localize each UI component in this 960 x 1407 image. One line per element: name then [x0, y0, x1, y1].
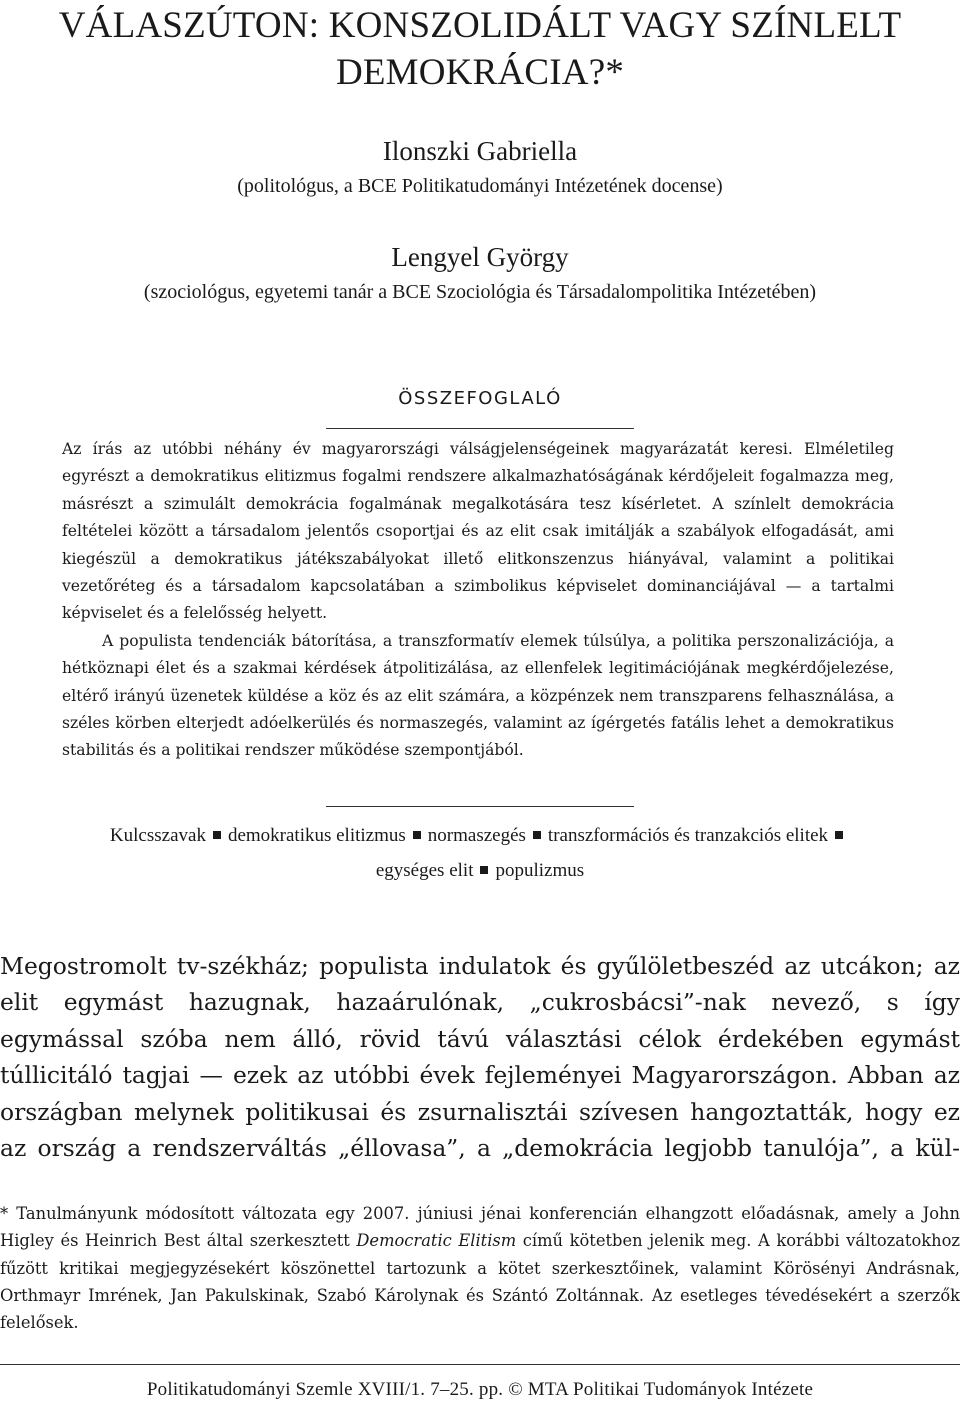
keywords-label: Kulcsszavak — [109, 825, 206, 846]
author-name: Ilonszki Gabriella — [382, 136, 578, 166]
square-bullet-icon — [835, 831, 843, 839]
keyword: egységes elit — [375, 860, 474, 881]
square-bullet-icon — [533, 831, 541, 839]
author-name: Lengyel György — [391, 242, 569, 272]
abstract — [62, 436, 894, 765]
abstract-heading: ÖSSZEFOGLALÓ — [398, 388, 562, 409]
square-bullet-icon — [480, 866, 488, 874]
author-affiliation: (szociológus, egyetemi tanár a BCE Szociológia és Társadalompolitika Intézetében) — [143, 281, 817, 303]
abstract-bottom-rule — [326, 806, 634, 807]
author-block — [40, 240, 920, 306]
footer-rule — [0, 1364, 960, 1365]
keyword: transzformációs és tranzakciós elitek — [547, 825, 829, 846]
square-bullet-icon — [213, 831, 221, 839]
keyword: populizmus — [495, 860, 585, 881]
footnote-text: című kötetben jelenik meg. A korábbi változatokhoz fűzött kritikai megjegyzésekért köszönettel tartozunk a kötet szerkesztőinek, valamint Körösényi Andrásnak, Orthmayr Imrének, Jan Pakulskinak, Szabó Károlynak és Szántó Zoltánnak. Az esetleges tévedésekért a szerzők felelősek. — [0, 1231, 960, 1333]
journal-footer: Politikatudományi Szemle XVIII/1. 7–25. pp. © MTA Politikai Tudományok Intézete — [146, 1379, 814, 1400]
keyword: demokratikus elitizmus — [227, 825, 406, 846]
abstract-top-rule — [326, 428, 634, 429]
footnote-text: * Tanulmányunk módosított változata egy 2007. júniusi jénai konferencián elhangzott előadásnak, amely a John Higley és Heinrich Best által szerkesztett — [0, 1204, 960, 1251]
keyword: normaszegés — [427, 825, 526, 846]
square-bullet-icon — [413, 831, 421, 839]
abstract-paragraph: A populista tendenciák bátorítása, a transzformatív elemek túlsúlya, a politika perszonalizációja, a hétköznapi élet és a szakmai kérdések átpolitizálása, az ellenfelek legitimációjának megkérdőjelezése, eltérő irányú üzenetek küldése a köz és az elit számára, a közpénzek nem transzparens felhasználása, a széles körben elterjedt adóelkerülés és normaszegés, valamint az ígérgetés fatális lehet a demokratikus stabilitás és a politikai rendszer működése szempontjából. — [62, 631, 894, 760]
author-affiliation: (politológus, a BCE Politikatudományi Intézetének docense) — [237, 175, 723, 197]
footnote — [0, 1200, 960, 1336]
body-paragraph: Megostromolt tv-székház; populista indulatok és gyűlöletbeszéd az utcákon; az elit egymást hazugnak, hazaárulónak, „cukrosbácsi”-nak nevező, s így egymással szóba nem álló, rövid távú választási célok érdekében egymást túllicitáló tagjai — ezek az utóbbi évek fejleményei Magyarországon. Abban az országban melynek politikusai és zsurnalisztái szívesen hangoztatták, hogy ez az ország a rendszerváltás „éllovasa”, a „demokrácia legjobb tanulója”, a kül- — [0, 952, 960, 1163]
keywords — [100, 818, 860, 888]
abstract-paragraph: Az írás az utóbbi néhány év magyarországi válságjelenségeinek magyarázatát keresi. Elméletileg egyrészt a demokratikus elitizmus fogalmi rendszere alkalmazhatóságának kérdőjeleit fogalmazza meg, másrészt a szimulált demokrácia fogalmának megalkotására tesz kísérletet. A színlelt demokrácia feltételei között a társadalom jelentős csoportjai és az elit csak imitálják a szabályok elfogadását, ami kiegészül a demokratikus játékszabályokat illető elitkonszenzus hiányával, valamint a politikai vezetőréteg és a társadalom kapcsolatában a szimbolikus képviselet dominanciájával — a tartalmi képviselet és a felelősség helyett. — [62, 440, 894, 623]
book-title: Democratic Elitism — [356, 1231, 517, 1251]
author-block — [40, 134, 920, 200]
article-title: VÁLASZÚTON: KONSZOLIDÁLT VAGY SZÍNLELT DEMOKRÁCIA?* — [58, 5, 902, 93]
